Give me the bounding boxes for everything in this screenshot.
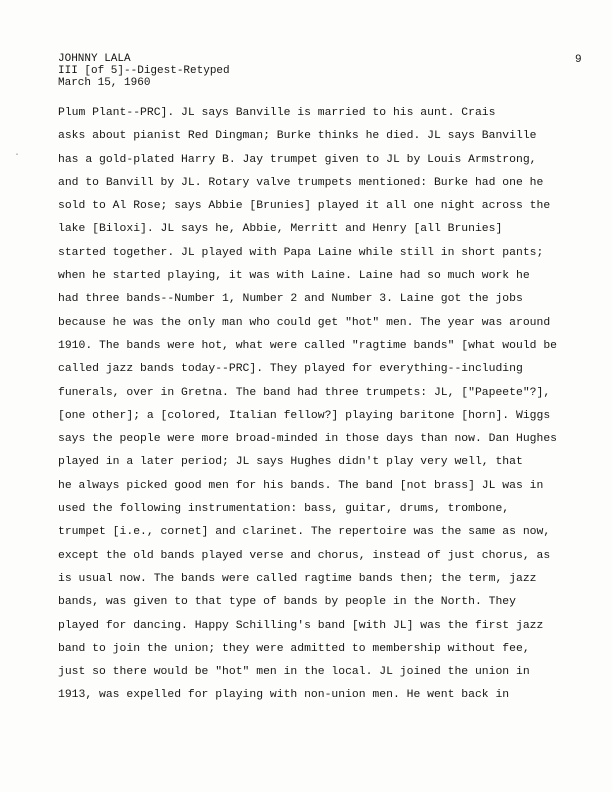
text-line: just so there would be "hot" men in the local. JL joined the union in: [58, 666, 530, 679]
text-line: asks about pianist Red Dingman; Burke thinks he died. JL says Banville: [58, 130, 537, 143]
text-line: called jazz bands today--PRC]. They played for everything--including: [58, 363, 523, 376]
text-line: except the old bands played verse and chorus, instead of just chorus, as: [58, 549, 551, 562]
text-line: trumpet [i.e., cornet] and clarinet. The repertoire was the same as now,: [58, 526, 551, 539]
transcript-body: [58, 102, 604, 708]
text-line: started together. JL played with Papa Laine while still in short pants;: [58, 246, 544, 259]
text-line: because he was the only man who could get "hot" men. The year was around: [58, 316, 551, 329]
header-reel: III [of 5]--Digest-Retyped: [58, 65, 230, 77]
text-line: 1913, was expelled for playing with non-union men. He went back in: [58, 689, 510, 702]
text-line: is usual now. The bands were called ragtime bands then; the term, jazz: [58, 572, 537, 585]
text-line: he always picked good men for his bands. The band [not brass] JL was in: [58, 479, 544, 492]
text-line: funerals, over in Gretna. The band had three trumpets: JL, ["Papeete"?],: [58, 386, 551, 399]
text-line: played for dancing. Happy Schilling's band [with JL] was the first jazz: [58, 619, 544, 632]
page-number: 9: [575, 54, 582, 66]
text-line: had three bands--Number 1, Number 2 and Number 3. Laine got the jobs: [58, 293, 523, 306]
text-line: used the following instrumentation: bass, guitar, drums, trombone,: [58, 503, 510, 516]
text-line: says the people were more broad-minded in those days than now. Dan Hughes: [58, 433, 557, 446]
text-line: when he started playing, it was with Laine. Laine had so much work he: [58, 270, 530, 283]
text-line: has a gold-plated Harry B. Jay trumpet given to JL by Louis Armstrong,: [58, 153, 537, 166]
text-line: lake [Biloxi]. JL says he, Abbie, Merritt and Henry [all Brunies]: [58, 223, 503, 236]
text-line: played in a later period; JL says Hughes didn't play very well, that: [58, 456, 523, 469]
text-line: band to join the union; they were admitted to membership without fee,: [58, 642, 530, 655]
text-line: bands, was given to that type of bands by people in the North. They: [58, 596, 516, 609]
header-date: March 15, 1960: [58, 77, 151, 89]
text-line: 1910. The bands were hot, what were called "ragtime bands" [what would be: [58, 339, 557, 352]
text-line: [one other]; a [colored, Italian fellow?] playing baritone [horn]. Wiggs: [58, 409, 551, 422]
header-name: JOHNNY LALA: [58, 53, 131, 65]
margin-mark: ·: [14, 150, 21, 161]
text-line: sold to Al Rose; says Abbie [Brunies] played it all one night across the: [58, 200, 551, 213]
text-line: and to Banvill by JL. Rotary valve trumpets mentioned: Burke had one he: [58, 176, 544, 189]
document-header: [58, 53, 230, 89]
text-line: Plum Plant--PRC]. JL says Banville is married to his aunt. Crais: [58, 107, 496, 119]
